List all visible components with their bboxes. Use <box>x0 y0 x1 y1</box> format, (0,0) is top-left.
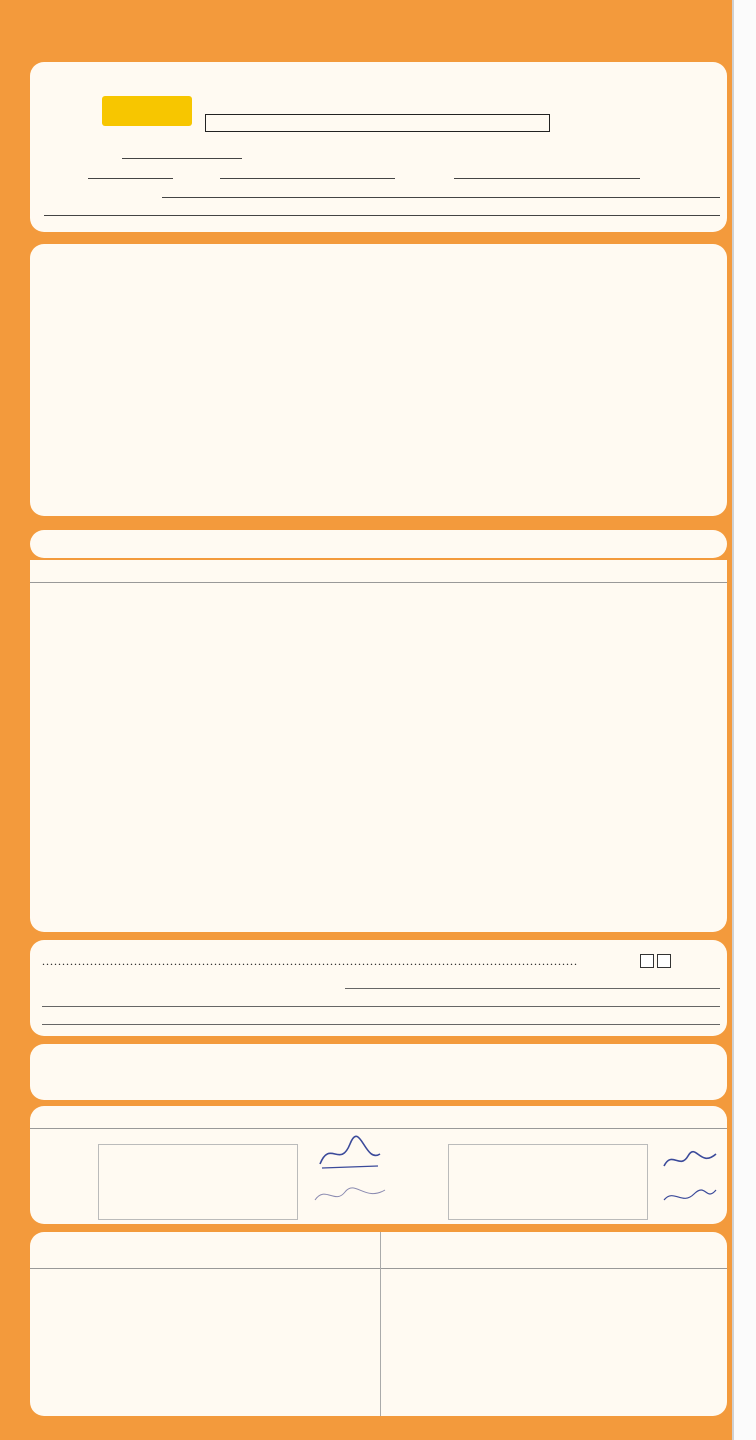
secretario-signature <box>660 1142 720 1178</box>
si-no-options <box>640 953 671 968</box>
urna-bar <box>30 530 727 558</box>
resultados-panel <box>30 560 727 932</box>
representantes-panel <box>30 1232 727 1416</box>
mesa-directiva-panel <box>30 1106 727 1224</box>
si-checkbox[interactable] <box>640 954 654 968</box>
mesa-left-grid <box>98 1144 298 1220</box>
header-panel <box>30 62 727 232</box>
escrutador2-signature <box>660 1182 720 1212</box>
acta-subtitle <box>205 114 550 132</box>
mesa-right-grid <box>448 1144 648 1220</box>
escrutinio-panel <box>30 244 727 516</box>
presidente-signature <box>310 1134 390 1174</box>
perforated-strip <box>732 0 756 1440</box>
cee-logo <box>102 96 192 126</box>
barcode <box>570 112 720 132</box>
fundamento-panel <box>30 1044 727 1100</box>
incidentes-panel <box>30 940 727 1036</box>
incidentes-question: ...................................................................................................................................... <box>42 954 578 968</box>
escrutador1-signature <box>310 1180 390 1210</box>
no-checkbox[interactable] <box>657 954 671 968</box>
